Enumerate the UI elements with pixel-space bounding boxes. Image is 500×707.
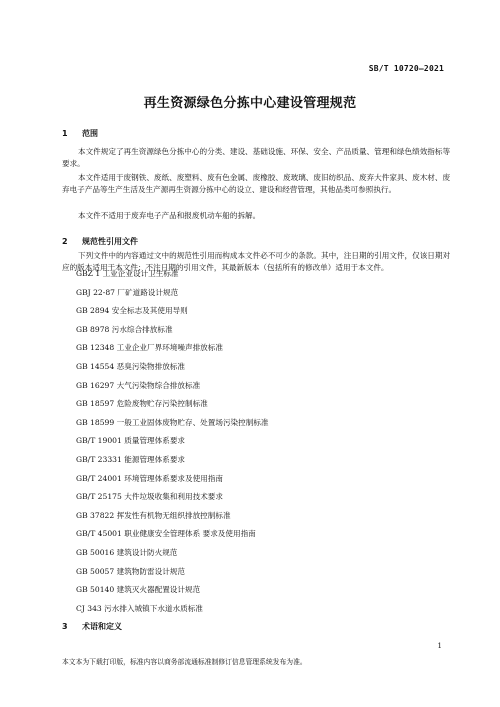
reference-item: GB/T 25175 大件垃圾收集和利用技术要求 bbox=[76, 492, 223, 502]
reference-list bbox=[76, 265, 269, 618]
section-3-heading bbox=[62, 621, 122, 632]
reference-item: GB 18597 危险废物贮存污染控制标准 bbox=[76, 399, 208, 409]
scope-paragraph-1: 本文件规定了再生资源绿色分拣中心的分类、建设、基础设施、环保、安全、产品质量、管理和绿色绩效指标等要求。 bbox=[62, 147, 451, 168]
reference-item: GB/T 45001 职业健康安全管理体系 要求及使用指南 bbox=[76, 529, 256, 539]
reference-item: GB 2894 安全标志及其使用导则 bbox=[76, 306, 188, 316]
reference-item: CJ 343 污水排入城镇下水道水质标准 bbox=[76, 603, 203, 613]
section-3-number: 3 bbox=[62, 622, 68, 631]
reference-item: GB 16297 大气污染物综合排放标准 bbox=[76, 380, 201, 390]
reference-item: GB/T 19001 质量管理体系要求 bbox=[76, 436, 186, 446]
section-3-title: 术语和定义 bbox=[82, 622, 122, 631]
reference-item: GB 14554 恶臭污染物排放标准 bbox=[76, 361, 185, 371]
reference-item: GB 12348 工业企业厂界环境噪声排放标准 bbox=[76, 343, 223, 353]
scope-paragraph-2: 本文件适用于废钢铁、废纸、废塑料、废有色金属、废橡胶、废玻璃、废旧纺织品、废弃大件家具、废木材、废弃电子产品等生产生活及生产源再生资源分拣中心的设立、建设和经营管理，其他品类可参照执行。 bbox=[62, 173, 451, 194]
reference-item: GB/T 24001 环境管理体系要求及使用指南 bbox=[76, 473, 223, 483]
reference-item: GBZ 1 工业企业设计卫生标准 bbox=[76, 269, 179, 278]
page-number: 1 bbox=[437, 642, 442, 650]
reference-item: GB 18599 一般工业固体废物贮存、处置场污染控制标准 bbox=[76, 417, 269, 427]
reference-item: GB/T 23331 能源管理体系要求 bbox=[76, 454, 186, 464]
page-title: 再生资源绿色分拣中心建设管理规范 bbox=[143, 96, 357, 111]
reference-item: GBJ 22-87 厂矿道路设计规范 bbox=[76, 287, 179, 297]
footer-note: 本文本为下载打印版，标准内容以商务部流通标准制修订信息管理系统发布为准。 bbox=[62, 658, 307, 666]
standard-code: SB/T 10720—2021 bbox=[368, 64, 444, 73]
reference-item: GB 50140 建筑灭火器配置设计规范 bbox=[76, 585, 201, 595]
section-1-number: 1 bbox=[62, 129, 68, 138]
reference-item: GB 8978 污水综合排放标准 bbox=[76, 324, 173, 334]
section-2-number: 2 bbox=[62, 237, 68, 246]
reference-item: GB 50016 建筑设计防火规范 bbox=[76, 547, 178, 557]
scope-paragraph-3: 本文件不适用于废弃电子产品和报废机动车船的拆解。 bbox=[78, 211, 261, 220]
section-1-title: 范围 bbox=[82, 129, 98, 138]
reference-item: GB 50057 建筑物防雷设计规范 bbox=[76, 566, 185, 576]
section-1-heading bbox=[62, 128, 98, 139]
normative-intro: 下列文件中的内容通过文中的规范性引用而构成本文件必不可少的条款。其中，注日期的引用文件，仅该日期对应的版本适用于本文件；不注日期的引用文件，其最新版本（包括所有的修改单）适用于本文件。 bbox=[62, 251, 451, 272]
section-2-title: 规范性引用文件 bbox=[82, 237, 138, 246]
reference-item: GB 37822 挥发性有机物无组织排放控制标准 bbox=[76, 510, 231, 520]
section-2-heading bbox=[62, 236, 138, 247]
